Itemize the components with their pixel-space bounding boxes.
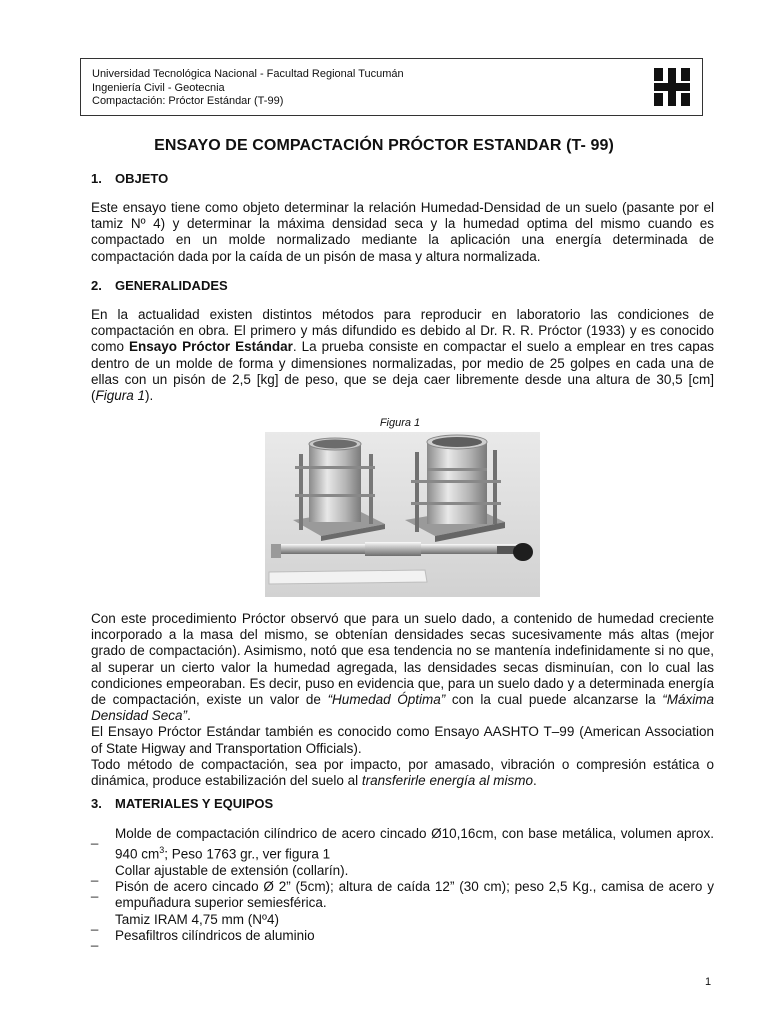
section-number: 3.	[91, 796, 102, 811]
text-run: con la cual puede alcanzarse la	[445, 692, 663, 708]
section-number: 2.	[91, 278, 102, 293]
text-run: .	[187, 708, 191, 724]
generalidades-paragraph	[91, 307, 714, 404]
list-bullet: _	[91, 830, 99, 845]
superscript: 3	[159, 845, 165, 856]
materials-list	[91, 826, 714, 947]
proctor-equipment-photo	[265, 432, 540, 597]
observation-paragraph	[91, 611, 714, 789]
list-bullet: _	[91, 883, 99, 899]
document-title: ENSAYO DE COMPACTACIÓN PRÓCTOR ESTANDAR (T- 99)	[154, 137, 614, 154]
section-number: 1.	[91, 171, 102, 186]
italic-term: “Máxima Densidad Seca”	[91, 692, 714, 724]
objeto-paragraph: Este ensayo tiene como objeto determinar la relación Humedad-Densidad de un suelo (pasante por el tamiz Nº 4) y determinar la máxima densidad seca y la humedad optima del mismo cuando es compactado en un molde normalizado mediante la aplicación una energía determinada de compactación dada por la caída de un pisón de masa y altura normalizada.	[91, 200, 714, 264]
list-bullet: _	[91, 915, 99, 931]
list-item	[91, 927, 714, 947]
header-department: Ingeniería Civil - Geotecnia	[92, 81, 225, 94]
header-subject: Compactación: Próctor Estándar (T-99)	[92, 95, 284, 107]
text-run: Todo método de compactación, sea por impacto, por amasado, vibración o compresión estática o dinámica, produce estabilización del suelo al	[91, 756, 714, 789]
section-label: GENERALIDADES	[115, 278, 228, 293]
text-run: ; Peso 1763 gr., ver figura 1	[164, 846, 331, 862]
text-run: En la actualidad existen distintos métodos para reproducir en laboratorio las condiciones de compactación en obra. El primero y más difundido es debido al Dr. R. R. Próctor (1933) y es conocido como	[91, 307, 714, 355]
figure-reference: Figura 1	[95, 388, 146, 404]
header-text	[92, 68, 404, 109]
list-item	[91, 879, 714, 911]
utn-logo-icon	[654, 68, 690, 106]
bold-term: Ensayo Próctor Estándar	[129, 339, 293, 355]
text-run: Collar ajustable de extensión (collarín).	[115, 862, 349, 878]
header-institution: Universidad Tecnológica Nacional - Facultad Regional Tucumán	[92, 68, 404, 80]
figure-caption: Figura 1	[379, 417, 421, 429]
list-bullet: _	[91, 866, 99, 882]
italic-term: transferirle energía al mismo	[361, 773, 533, 789]
text-run: .	[533, 773, 537, 789]
text-run: Pisón de acero cincado Ø 2” (5cm); altura de caída 12” (30 cm); peso 2,5 Kg., camisa de acero y empuñadura superior semiesférica.	[115, 879, 714, 911]
section-heading-generalidades	[91, 278, 228, 293]
text-run: Tamiz IRAM 4,75 mm (Nº4)	[115, 911, 279, 927]
section-heading-objeto	[91, 171, 168, 186]
text-run: ).	[145, 388, 154, 404]
section-label: OBJETO	[115, 171, 169, 186]
document-header	[80, 58, 703, 116]
text-run: . La prueba consiste en compactar el suelo a emplear en tres capas dentro de un molde de forma y dimensiones normalizadas, por medio de 25 golpes en cada una de ellas con un pisón de 2,5 [kg] de peso, que se deja caer libremente desde una altura de 30,5 [cm] (	[91, 339, 714, 404]
text-run: Pesafiltros cilíndricos de aluminio	[115, 927, 315, 943]
aashto-sentence: El Ensayo Próctor Estándar también es conocido como Ensayo AASHTO T–99 (American Association of State Higway and Transportation Officials).	[91, 724, 714, 756]
italic-term: “Humedad Óptima”	[327, 692, 446, 708]
section-label: MATERIALES Y EQUIPOS	[115, 796, 274, 811]
section-heading-materiales	[91, 796, 273, 811]
page-number: 1	[705, 976, 712, 988]
text-run: Molde de compactación cilíndrico de acero cincado Ø10,16cm, con base metálica, volumen aprox. 940 cm	[115, 826, 714, 862]
list-bullet: _	[91, 931, 99, 947]
list-item	[91, 911, 714, 931]
list-item	[91, 826, 714, 863]
text-run: Con este procedimiento Próctor observó que para un suelo dado, a contenido de humedad creciente incorporado a la masa del mismo, se obtenían densidades secas sucesivamente más altas (mejor grado de compactación). Asimismo, notó que esa tendencia no se mantenía indefinidamente si no que, al superar un cierto valor la humedad agregada, las densidades secas disminuían, con lo cual las condiciones empeoraban. Es decir, puso en evidencia que, para un suelo dado y a determinada energía de compactación, existe un valor de	[91, 611, 714, 708]
list-item	[91, 862, 714, 882]
